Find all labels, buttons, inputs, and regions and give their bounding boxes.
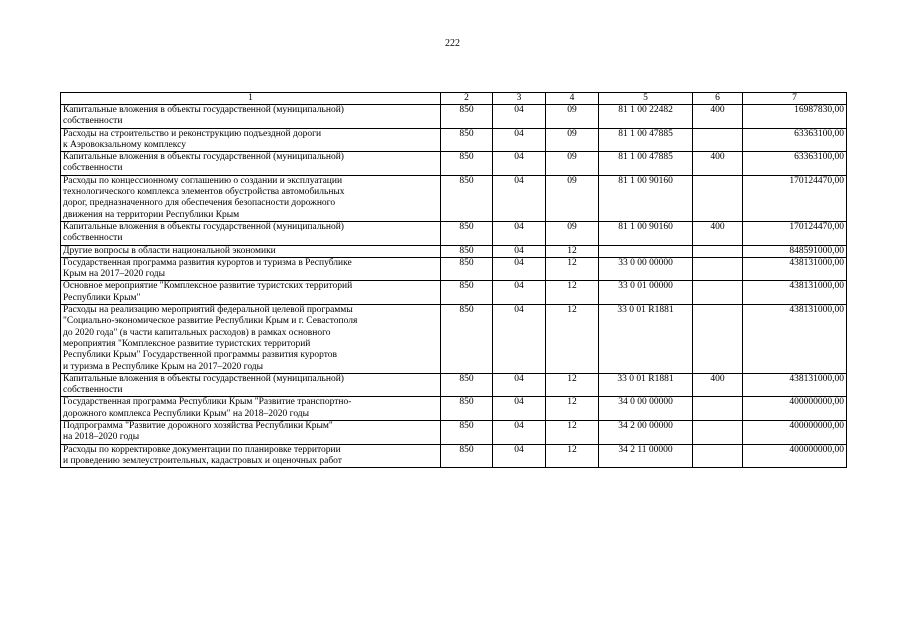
target-article-cell: 81 1 00 90160 [599, 221, 693, 245]
subsection-code-cell: 09 [546, 221, 599, 245]
table-row [61, 175, 847, 221]
column-header: 6 [693, 93, 743, 105]
expense-type-cell [693, 281, 743, 305]
amount-cell: 438131000,00 [743, 281, 847, 305]
expense-name-cell: Капитальные вложения в объекты государственной (муниципальной) собственности [61, 152, 441, 176]
expense-name-cell: Расходы по концессионному соглашению о создании и эксплуатации технологического комплекса элементов обустройства автомобильных дорог, предназначенного для обеспечения безопасности дорожного движения на территории Республики Крым [61, 175, 441, 221]
expense-type-cell [693, 128, 743, 152]
column-header: 1 [61, 93, 441, 105]
subsection-code-cell: 12 [546, 257, 599, 281]
expense-name-cell: Государственная программа Республики Крым "Развитие транспортно- дорожного комплекса Республики Крым" на 2018–2020 годы [61, 397, 441, 421]
amount-cell: 400000000,00 [743, 421, 847, 445]
table-row [61, 221, 847, 245]
expense-type-cell: 400 [693, 152, 743, 176]
table-row [61, 305, 847, 374]
subsection-code-cell: 12 [546, 245, 599, 257]
table-row [61, 373, 847, 397]
section-code-cell: 04 [493, 128, 546, 152]
expense-type-cell [693, 421, 743, 445]
budget-table [60, 92, 847, 468]
table-row [61, 128, 847, 152]
ministry-code-cell: 850 [441, 152, 493, 176]
subsection-code-cell: 12 [546, 397, 599, 421]
subsection-code-cell: 09 [546, 128, 599, 152]
section-code-cell: 04 [493, 257, 546, 281]
table-row [61, 281, 847, 305]
section-code-cell: 04 [493, 281, 546, 305]
expense-name-cell: Расходы на строительство и реконструкцию подъездной дороги к Аэровокзальному комплексу [61, 128, 441, 152]
expense-type-cell [693, 245, 743, 257]
expense-name-cell: Капитальные вложения в объекты государственной (муниципальной) собственности [61, 105, 441, 129]
ministry-code-cell: 850 [441, 397, 493, 421]
target-article-cell [599, 245, 693, 257]
ministry-code-cell: 850 [441, 257, 493, 281]
expense-name-cell: Расходы по корректировке документации по планировке территории и проведению землеустроительных, кадастровых и оценочных работ [61, 444, 441, 468]
target-article-cell: 33 0 01 R1881 [599, 373, 693, 397]
subsection-code-cell: 12 [546, 421, 599, 445]
section-code-cell: 04 [493, 397, 546, 421]
target-article-cell: 34 0 00 00000 [599, 397, 693, 421]
subsection-code-cell: 09 [546, 105, 599, 129]
table-row [61, 105, 847, 129]
amount-cell: 170124470,00 [743, 175, 847, 221]
amount-cell: 170124470,00 [743, 221, 847, 245]
column-header: 4 [546, 93, 599, 105]
amount-cell: 438131000,00 [743, 373, 847, 397]
expense-type-cell: 400 [693, 221, 743, 245]
amount-cell: 438131000,00 [743, 257, 847, 281]
subsection-code-cell: 12 [546, 281, 599, 305]
expense-name-cell: Подпрограмма "Развитие дорожного хозяйства Республики Крым" на 2018–2020 годы [61, 421, 441, 445]
amount-cell: 16987830,00 [743, 105, 847, 129]
table-row [61, 421, 847, 445]
target-article-cell: 33 0 00 00000 [599, 257, 693, 281]
section-code-cell: 04 [493, 105, 546, 129]
table-row [61, 257, 847, 281]
subsection-code-cell: 09 [546, 152, 599, 176]
column-header: 5 [599, 93, 693, 105]
ministry-code-cell: 850 [441, 281, 493, 305]
target-article-cell: 34 2 00 00000 [599, 421, 693, 445]
expense-type-cell [693, 397, 743, 421]
expense-name-cell: Другие вопросы в области национальной экономики [61, 245, 441, 257]
target-article-cell: 81 1 00 90160 [599, 175, 693, 221]
table-row [61, 152, 847, 176]
ministry-code-cell: 850 [441, 175, 493, 221]
expense-type-cell [693, 444, 743, 468]
subsection-code-cell: 09 [546, 175, 599, 221]
target-article-cell: 81 1 00 47885 [599, 128, 693, 152]
expense-type-cell [693, 257, 743, 281]
section-code-cell: 04 [493, 444, 546, 468]
page-number: 222 [445, 38, 460, 49]
expense-type-cell [693, 175, 743, 221]
table-row [61, 397, 847, 421]
ministry-code-cell: 850 [441, 128, 493, 152]
target-article-cell: 33 0 01 00000 [599, 281, 693, 305]
subsection-code-cell: 12 [546, 373, 599, 397]
ministry-code-cell: 850 [441, 221, 493, 245]
target-article-cell: 33 0 01 R1881 [599, 305, 693, 374]
amount-cell: 63363100,00 [743, 128, 847, 152]
expense-name-cell: Капитальные вложения в объекты государственной (муниципальной) собственности [61, 221, 441, 245]
ministry-code-cell: 850 [441, 421, 493, 445]
amount-cell: 438131000,00 [743, 305, 847, 374]
table-row [61, 444, 847, 468]
amount-cell: 63363100,00 [743, 152, 847, 176]
subsection-code-cell: 12 [546, 444, 599, 468]
ministry-code-cell: 850 [441, 373, 493, 397]
ministry-code-cell: 850 [441, 305, 493, 374]
expense-type-cell: 400 [693, 373, 743, 397]
expense-type-cell [693, 305, 743, 374]
section-code-cell: 04 [493, 245, 546, 257]
column-header: 3 [493, 93, 546, 105]
expense-name-cell: Капитальные вложения в объекты государственной (муниципальной) собственности [61, 373, 441, 397]
expense-type-cell: 400 [693, 105, 743, 129]
amount-cell: 400000000,00 [743, 397, 847, 421]
section-code-cell: 04 [493, 305, 546, 374]
table-header-row [61, 93, 847, 105]
target-article-cell: 81 1 00 22482 [599, 105, 693, 129]
subsection-code-cell: 12 [546, 305, 599, 374]
section-code-cell: 04 [493, 373, 546, 397]
amount-cell: 400000000,00 [743, 444, 847, 468]
ministry-code-cell: 850 [441, 105, 493, 129]
column-header: 2 [441, 93, 493, 105]
column-header: 7 [743, 93, 847, 105]
amount-cell: 848591000,00 [743, 245, 847, 257]
section-code-cell: 04 [493, 421, 546, 445]
target-article-cell: 81 1 00 47885 [599, 152, 693, 176]
ministry-code-cell: 850 [441, 444, 493, 468]
table-row [61, 245, 847, 257]
target-article-cell: 34 2 11 00000 [599, 444, 693, 468]
section-code-cell: 04 [493, 175, 546, 221]
expense-name-cell: Основное мероприятие "Комплексное развитие туристских территорий Республики Крым" [61, 281, 441, 305]
section-code-cell: 04 [493, 221, 546, 245]
ministry-code-cell: 850 [441, 245, 493, 257]
section-code-cell: 04 [493, 152, 546, 176]
expense-name-cell: Государственная программа развития курортов и туризма в Республике Крым на 2017–2020 годы [61, 257, 441, 281]
expense-name-cell: Расходы на реализацию мероприятий федеральной целевой программы "Социально-экономическое развитие Республики Крым и г. Севастополя до 2020 года" (в части капитальных расходов) в рамках основного мероприятия "Комплексное развитие туристских территорий Республики Крым" Государственной программы развития курортов и туризма в Республике Крым на 2017–2020 годы [61, 305, 441, 374]
